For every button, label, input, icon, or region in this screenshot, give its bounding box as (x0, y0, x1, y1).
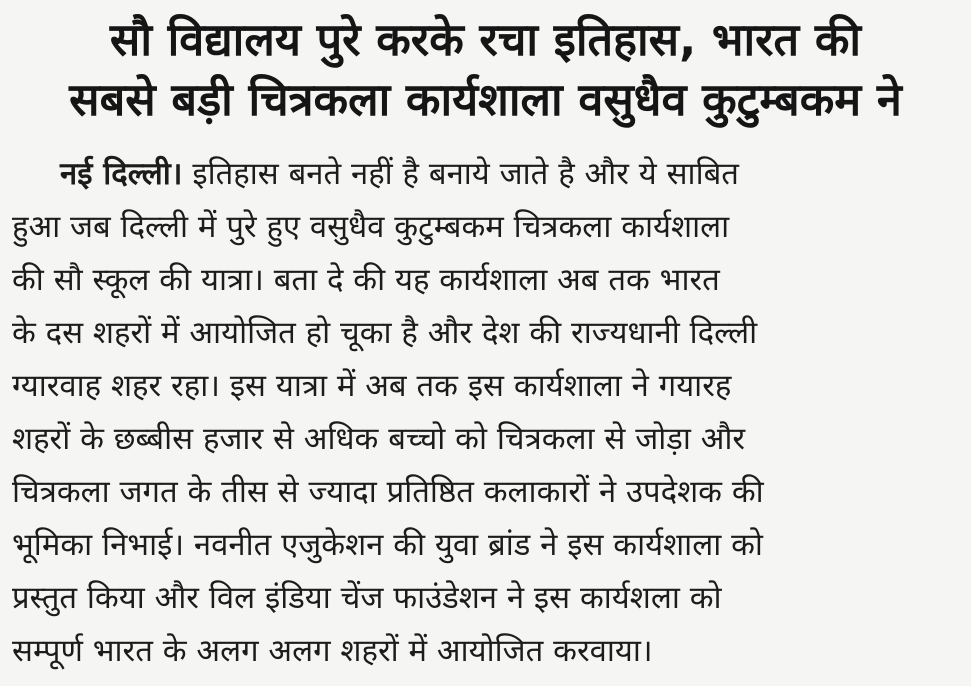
body-line-3: की सौ स्कूल की यात्रा। बता दे की यह कार्यशाला अब तक भारत (12, 262, 720, 298)
dateline: नई दिल्ली। (60, 156, 183, 192)
body-line-5: ग्यारवाह शहर रहा। इस यात्रा में अब तक इस कार्यशाला ने गयारह (12, 368, 732, 404)
body-line-1 (12, 148, 964, 201)
body-line-10: सम्पूर्ण भारत के अलग अलग शहरों में आयोजित करवाया। (12, 633, 653, 669)
article-headline (6, 10, 965, 130)
body-line-1-text: इतिहास बनते नहीं है बनाये जाते है और ये साबित (182, 156, 739, 192)
body-line-2: हुआ जब दिल्ली में पुरे हुए वसुधैव कुटुम्बकम चित्रकला कार्यशाला (12, 209, 730, 245)
body-line-9: प्रस्तुत किया और विल इंडिया चेंज फाउंडेशन ने इस कार्यशला को (12, 580, 722, 616)
article-body (12, 148, 964, 678)
headline-line-1: सौ विद्यालय पुरे करके रचा इतिहास, भारत की (109, 13, 862, 66)
body-line-4: के दस शहरों में आयोजित हो चूका है और देश की राज्यधानी दिल्ली (12, 315, 758, 351)
body-line-7: चित्रकला जगत के तीस से ज्यादा प्रतिष्ठित कलाकारों ने उपदेशक की (12, 474, 764, 510)
body-line-6: शहरों के छब्बीस हजार से अधिक बच्चो को चित्रकला से जोड़ा और (12, 421, 746, 457)
body-line-8: भूमिका निभाई। नवनीत एजुकेशन की युवा ब्रांड ने इस कार्यशाला को (12, 527, 763, 563)
headline-line-2: सबसे बड़ी चित्रकला कार्यशाला वसुधैव कुटुम्बकम ने (69, 73, 902, 126)
